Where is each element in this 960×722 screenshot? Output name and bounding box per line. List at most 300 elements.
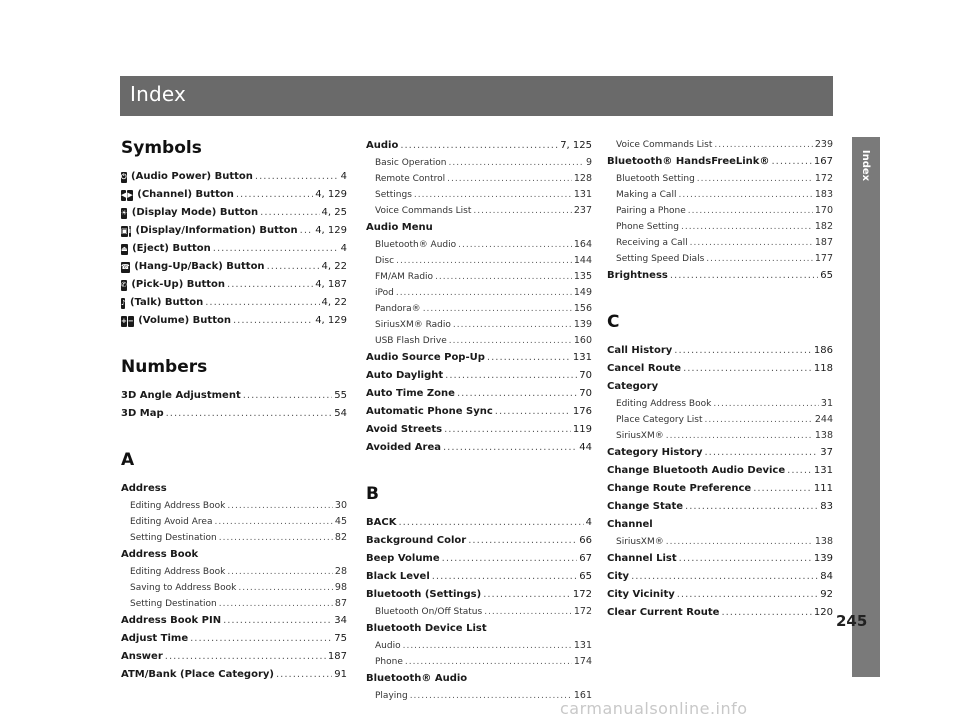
leader-dots bbox=[260, 204, 319, 222]
a-entries-list bbox=[121, 480, 347, 684]
entry-label: Phone bbox=[375, 657, 403, 667]
index-entry[interactable] bbox=[607, 251, 833, 267]
index-heading: Address bbox=[121, 483, 167, 494]
entry-label: Answer bbox=[121, 651, 163, 662]
page-number: 245 bbox=[836, 612, 868, 630]
index-entry[interactable] bbox=[366, 514, 592, 532]
leader-dots bbox=[219, 531, 333, 546]
entry-page-ref[interactable]: 92 bbox=[820, 589, 833, 600]
b-entries-continued-list bbox=[607, 137, 833, 285]
leader-dots bbox=[688, 204, 813, 219]
entry-label: (Display/Information) Button bbox=[135, 225, 298, 236]
entry-label: Avoided Area bbox=[366, 442, 441, 453]
entry-label: iPod bbox=[375, 288, 394, 298]
entry-label: SiriusXM® Radio bbox=[375, 320, 451, 330]
entry-label: Black Level bbox=[366, 571, 430, 582]
entry-page-ref[interactable]: 84 bbox=[820, 571, 833, 582]
index-entry[interactable] bbox=[121, 222, 347, 240]
entry-page-ref[interactable]: 156 bbox=[573, 303, 592, 314]
entry-label: Brightness bbox=[607, 270, 668, 281]
entry-page-ref[interactable]: 83 bbox=[820, 501, 833, 512]
entry-page-ref[interactable]: 131 bbox=[572, 352, 592, 363]
entry-page-ref[interactable]: 118 bbox=[813, 363, 833, 374]
leader-dots bbox=[484, 605, 572, 620]
volume-up-icon: + bbox=[121, 317, 127, 325]
c-entries-list bbox=[607, 342, 833, 622]
leader-dots bbox=[714, 138, 813, 153]
entry-label: Setting Destination bbox=[130, 599, 217, 609]
entry-label: Saving to Address Book bbox=[130, 583, 237, 593]
leader-dots bbox=[238, 581, 333, 596]
entry-page-ref[interactable]: 9 bbox=[585, 157, 592, 168]
a-entries-continued-list bbox=[366, 137, 592, 457]
index-entry[interactable] bbox=[121, 648, 347, 666]
index-entry[interactable] bbox=[366, 349, 592, 367]
entry-label: Phone Setting bbox=[616, 222, 679, 232]
index-entry[interactable] bbox=[366, 654, 592, 670]
leader-dots bbox=[227, 499, 333, 514]
leader-dots bbox=[227, 565, 333, 580]
index-entry[interactable] bbox=[607, 137, 833, 153]
index-entry[interactable] bbox=[121, 168, 347, 186]
leader-dots bbox=[410, 689, 572, 704]
index-entry[interactable] bbox=[121, 405, 347, 423]
entry-page-ref[interactable]: 28 bbox=[334, 566, 347, 577]
entry-label: Adjust Time bbox=[121, 633, 189, 644]
entry-page-ref[interactable]: 44 bbox=[579, 442, 592, 453]
entry-label: Disc bbox=[375, 256, 395, 266]
entry-label: Voice Commands List bbox=[375, 206, 472, 216]
eject-icon: ⏏ bbox=[121, 245, 128, 253]
entry-page-ref[interactable]: 164 bbox=[573, 239, 592, 250]
entry-page-ref[interactable]: 4, 129 bbox=[315, 315, 347, 326]
index-entry[interactable] bbox=[607, 187, 833, 203]
entry-label: Clear Current Route bbox=[607, 607, 720, 618]
leader-dots bbox=[677, 586, 819, 604]
index-heading: Audio Menu bbox=[366, 222, 433, 233]
entry-page-ref[interactable]: 4, 187 bbox=[315, 279, 347, 290]
entry-page-ref[interactable]: 4, 25 bbox=[321, 207, 347, 218]
leader-dots bbox=[447, 172, 572, 187]
section-heading-a: A bbox=[121, 450, 135, 470]
index-entry[interactable] bbox=[607, 498, 833, 516]
index-column-1 bbox=[121, 137, 347, 684]
leader-dots bbox=[219, 597, 333, 612]
entry-label: Playing bbox=[375, 691, 408, 701]
index-column-3 bbox=[607, 137, 833, 622]
info-icon: i bbox=[128, 227, 132, 235]
entry-page-ref[interactable]: 135 bbox=[573, 271, 592, 282]
entry-label: Background Color bbox=[366, 535, 467, 546]
entry-label: Change State bbox=[607, 501, 684, 512]
entry-page-ref[interactable]: 176 bbox=[572, 406, 592, 417]
entry-page-ref[interactable]: 138 bbox=[814, 430, 833, 441]
entry-label: Avoid Streets bbox=[366, 424, 443, 435]
leader-dots bbox=[227, 276, 313, 294]
entry-page-ref[interactable]: 4 bbox=[340, 243, 347, 254]
index-entry[interactable] bbox=[366, 604, 592, 620]
entry-page-ref[interactable]: 237 bbox=[573, 205, 592, 216]
index-entry[interactable] bbox=[607, 586, 833, 604]
entry-page-ref[interactable]: 172 bbox=[814, 173, 833, 184]
leader-dots bbox=[396, 254, 572, 269]
entry-page-ref[interactable]: 161 bbox=[573, 690, 592, 701]
entry-page-ref[interactable]: 4 bbox=[340, 171, 347, 182]
entry-label: Remote Control bbox=[375, 174, 446, 184]
entry-label: (Talk) Button bbox=[129, 297, 204, 308]
index-entry[interactable] bbox=[366, 403, 592, 421]
entry-page-ref[interactable]: 82 bbox=[334, 532, 347, 543]
index-entry[interactable] bbox=[607, 480, 833, 498]
index-entry[interactable] bbox=[366, 421, 592, 439]
entry-label: Editing Avoid Area bbox=[130, 517, 213, 527]
index-entry[interactable] bbox=[121, 564, 347, 580]
leader-dots bbox=[166, 405, 333, 423]
leader-dots bbox=[205, 294, 319, 312]
entry-page-ref[interactable]: 172 bbox=[572, 589, 592, 600]
leader-dots bbox=[483, 586, 571, 604]
leader-dots bbox=[443, 439, 577, 457]
index-column-2 bbox=[366, 137, 592, 704]
entry-page-ref[interactable]: 37 bbox=[820, 447, 833, 458]
leader-dots bbox=[453, 318, 572, 333]
entry-page-ref[interactable]: 139 bbox=[573, 319, 592, 330]
index-heading: Channel bbox=[607, 519, 653, 530]
index-entry[interactable] bbox=[607, 235, 833, 251]
entry-label: Editing Address Book bbox=[616, 399, 712, 409]
entry-label: Receiving a Call bbox=[616, 238, 688, 248]
leader-dots bbox=[679, 550, 812, 568]
entry-label: Auto Daylight bbox=[366, 370, 444, 381]
entry-page-ref[interactable]: 239 bbox=[814, 139, 833, 150]
entry-page-ref[interactable]: 31 bbox=[820, 398, 833, 409]
entry-page-ref[interactable]: 149 bbox=[573, 287, 592, 298]
entry-label: Audio bbox=[375, 641, 401, 651]
index-entry[interactable] bbox=[121, 312, 347, 330]
leader-dots bbox=[190, 630, 332, 648]
index-entry[interactable] bbox=[366, 285, 592, 301]
index-heading: Bluetooth Device List bbox=[366, 623, 487, 634]
index-entry[interactable] bbox=[607, 462, 833, 480]
index-entry[interactable] bbox=[607, 568, 833, 586]
index-entry[interactable] bbox=[366, 237, 592, 253]
entry-page-ref[interactable]: 138 bbox=[814, 536, 833, 547]
entry-label: (Display Mode) Button bbox=[131, 207, 259, 218]
entry-page-ref[interactable]: 4 bbox=[585, 517, 592, 528]
entry-page-ref[interactable]: 244 bbox=[814, 414, 833, 425]
leader-dots bbox=[300, 222, 314, 240]
page-title: Index bbox=[130, 82, 187, 106]
leader-dots bbox=[255, 168, 339, 186]
numbers-list bbox=[121, 387, 347, 423]
volume-down-icon: − bbox=[127, 317, 134, 325]
index-entry[interactable] bbox=[366, 550, 592, 568]
index-entry[interactable] bbox=[366, 385, 592, 403]
leader-dots bbox=[713, 397, 819, 412]
pick-up-icon: ✆ bbox=[121, 281, 127, 289]
entry-label: Pairing a Phone bbox=[616, 206, 686, 216]
leader-dots bbox=[448, 156, 583, 171]
section-heading-c: C bbox=[607, 312, 620, 332]
index-entry[interactable] bbox=[607, 550, 833, 568]
entry-page-ref[interactable]: 111 bbox=[813, 483, 833, 494]
leader-dots bbox=[243, 387, 333, 405]
index-entry[interactable] bbox=[366, 586, 592, 604]
index-entry[interactable] bbox=[121, 580, 347, 596]
entry-page-ref[interactable]: 75 bbox=[334, 633, 347, 644]
hang-up-icon: ☎ bbox=[121, 263, 130, 271]
section-heading-symbols: Symbols bbox=[121, 138, 202, 158]
index-entry[interactable] bbox=[366, 568, 592, 586]
entry-page-ref[interactable]: 170 bbox=[814, 205, 833, 216]
leader-dots bbox=[706, 252, 813, 267]
index-entry[interactable] bbox=[121, 596, 347, 612]
entry-page-ref[interactable]: 98 bbox=[334, 582, 347, 593]
entry-page-ref[interactable]: 70 bbox=[579, 388, 592, 399]
channel-down-icon: ◀ bbox=[121, 191, 127, 199]
entry-page-ref[interactable]: 131 bbox=[573, 189, 592, 200]
leader-dots bbox=[495, 403, 571, 421]
leader-dots bbox=[666, 429, 813, 444]
entry-page-ref[interactable]: 177 bbox=[814, 253, 833, 264]
channel-up-icon: ▶ bbox=[127, 191, 133, 199]
entry-label: Voice Commands List bbox=[616, 140, 713, 150]
power-icon: ⏻ bbox=[121, 173, 127, 181]
index-entry[interactable] bbox=[607, 203, 833, 219]
entry-label: City bbox=[607, 571, 630, 582]
leader-dots bbox=[458, 238, 572, 253]
index-entry[interactable] bbox=[121, 514, 347, 530]
entry-page-ref[interactable]: 70 bbox=[579, 370, 592, 381]
entry-page-ref[interactable]: 87 bbox=[334, 598, 347, 609]
index-entry[interactable] bbox=[121, 258, 347, 276]
leader-dots bbox=[276, 666, 332, 684]
entry-label: ATM/Bank (Place Category) bbox=[121, 669, 274, 680]
entry-label: Pandora® bbox=[375, 304, 421, 314]
entry-label: (Audio Power) Button bbox=[131, 171, 253, 182]
index-entry[interactable] bbox=[607, 534, 833, 550]
entry-page-ref[interactable]: 144 bbox=[573, 255, 592, 266]
index-entry[interactable] bbox=[121, 666, 347, 684]
entry-label: Editing Address Book bbox=[130, 567, 226, 577]
index-entry[interactable] bbox=[607, 342, 833, 360]
entry-page-ref[interactable]: 65 bbox=[820, 270, 833, 281]
leader-dots bbox=[449, 334, 572, 349]
leader-dots bbox=[423, 302, 572, 317]
index-entry[interactable] bbox=[607, 171, 833, 187]
leader-dots bbox=[403, 639, 572, 654]
entry-label: 3D Angle Adjustment bbox=[121, 390, 241, 401]
index-entry[interactable] bbox=[366, 301, 592, 317]
leader-dots bbox=[414, 188, 572, 203]
entry-page-ref[interactable]: 174 bbox=[573, 656, 592, 667]
leader-dots bbox=[674, 342, 812, 360]
watermark: carmanualsonline.info bbox=[560, 699, 748, 718]
index-entry[interactable] bbox=[366, 137, 592, 155]
leader-dots bbox=[457, 385, 577, 403]
index-entry[interactable] bbox=[121, 204, 347, 222]
index-header-bar bbox=[120, 76, 833, 116]
entry-page-ref[interactable]: 34 bbox=[334, 615, 347, 626]
entry-page-ref[interactable]: 131 bbox=[813, 465, 833, 476]
index-heading: Bluetooth® Audio bbox=[366, 673, 468, 684]
index-entry[interactable] bbox=[607, 412, 833, 428]
index-entry[interactable] bbox=[121, 387, 347, 405]
index-entry[interactable] bbox=[607, 267, 833, 285]
entry-page-ref[interactable]: 66 bbox=[579, 535, 592, 546]
entry-label: Basic Operation bbox=[375, 158, 447, 168]
entry-label: 3D Map bbox=[121, 408, 164, 419]
entry-page-ref[interactable]: 65 bbox=[579, 571, 592, 582]
entry-page-ref[interactable]: 139 bbox=[813, 553, 833, 564]
leader-dots bbox=[398, 514, 583, 532]
entry-page-ref[interactable]: 119 bbox=[572, 424, 592, 435]
leader-dots bbox=[236, 186, 313, 204]
entry-page-ref[interactable]: 187 bbox=[327, 651, 347, 662]
entry-page-ref[interactable]: 7, 125 bbox=[560, 140, 592, 151]
entry-label: Bluetooth (Settings) bbox=[366, 589, 482, 600]
index-entry[interactable] bbox=[366, 367, 592, 385]
index-entry[interactable] bbox=[366, 439, 592, 457]
entry-label: Audio bbox=[366, 140, 399, 151]
entry-page-ref[interactable]: 128 bbox=[573, 173, 592, 184]
index-entry[interactable] bbox=[607, 604, 833, 622]
index-entry[interactable] bbox=[121, 276, 347, 294]
index-entry[interactable] bbox=[366, 187, 592, 203]
leader-dots bbox=[666, 535, 813, 550]
index-entry[interactable] bbox=[366, 532, 592, 550]
leader-dots bbox=[432, 568, 578, 586]
leader-dots bbox=[771, 153, 811, 171]
leader-dots bbox=[435, 270, 572, 285]
index-entry[interactable] bbox=[607, 428, 833, 444]
index-entry[interactable] bbox=[366, 688, 592, 704]
side-tab-label: Index bbox=[860, 149, 872, 181]
index-entry[interactable] bbox=[121, 498, 347, 514]
entry-page-ref[interactable]: 172 bbox=[573, 606, 592, 617]
leader-dots bbox=[233, 312, 313, 330]
entry-label: Editing Address Book bbox=[130, 501, 226, 511]
entry-label: (Channel) Button bbox=[137, 189, 234, 200]
entry-label: Bluetooth Setting bbox=[616, 174, 695, 184]
entry-label: SiriusXM® bbox=[616, 431, 664, 441]
index-entry[interactable] bbox=[607, 396, 833, 412]
entry-page-ref[interactable]: 187 bbox=[814, 237, 833, 248]
entry-label: BACK bbox=[366, 517, 397, 528]
index-entry[interactable] bbox=[607, 360, 833, 378]
display-mode-icon: ☀ bbox=[121, 209, 128, 217]
index-heading: Address Book bbox=[121, 549, 199, 560]
index-entry[interactable] bbox=[366, 171, 592, 187]
entry-label: Setting Speed Dials bbox=[616, 254, 705, 264]
entry-page-ref[interactable]: 186 bbox=[813, 345, 833, 356]
entry-label: Settings bbox=[375, 190, 412, 200]
entry-label: Audio Source Pop-Up bbox=[366, 352, 485, 363]
index-side-tab[interactable] bbox=[852, 137, 880, 677]
index-entry[interactable] bbox=[121, 630, 347, 648]
entry-page-ref[interactable]: 4, 22 bbox=[321, 261, 347, 272]
entry-label: Bluetooth® Audio bbox=[375, 240, 457, 250]
index-entry[interactable] bbox=[121, 294, 347, 312]
index-entry[interactable] bbox=[366, 317, 592, 333]
index-entry[interactable] bbox=[607, 153, 833, 171]
entry-page-ref[interactable]: 167 bbox=[813, 156, 833, 167]
entry-label: Call History bbox=[607, 345, 673, 356]
leader-dots bbox=[683, 360, 812, 378]
leader-dots bbox=[753, 480, 812, 498]
entry-page-ref[interactable]: 4, 129 bbox=[315, 189, 347, 200]
leader-dots bbox=[631, 568, 818, 586]
entry-label: Change Route Preference bbox=[607, 483, 752, 494]
leader-dots bbox=[705, 413, 813, 428]
leader-dots bbox=[267, 258, 320, 276]
entry-label: Address Book PIN bbox=[121, 615, 222, 626]
entry-label: USB Flash Drive bbox=[375, 336, 447, 346]
entry-page-ref[interactable]: 183 bbox=[814, 189, 833, 200]
entry-label: Beep Volume bbox=[366, 553, 440, 564]
index-entry[interactable] bbox=[607, 219, 833, 235]
index-entry[interactable] bbox=[366, 253, 592, 269]
index-entry[interactable] bbox=[366, 638, 592, 654]
index-entry[interactable] bbox=[366, 333, 592, 349]
leader-dots bbox=[444, 421, 571, 439]
index-entry[interactable] bbox=[607, 444, 833, 462]
leader-dots bbox=[697, 172, 813, 187]
index-entry[interactable] bbox=[121, 612, 347, 630]
index-entry[interactable] bbox=[366, 203, 592, 219]
symbols-list bbox=[121, 168, 347, 330]
entry-page-ref[interactable]: 160 bbox=[573, 335, 592, 346]
leader-dots bbox=[405, 655, 572, 670]
entry-label: Change Bluetooth Audio Device bbox=[607, 465, 786, 476]
leader-dots bbox=[468, 532, 577, 550]
leader-dots bbox=[678, 188, 812, 203]
leader-dots bbox=[787, 462, 812, 480]
entry-page-ref[interactable]: 131 bbox=[573, 640, 592, 651]
entry-page-ref[interactable]: 4, 22 bbox=[321, 297, 347, 308]
index-entry[interactable] bbox=[121, 240, 347, 258]
entry-page-ref[interactable]: 182 bbox=[814, 221, 833, 232]
leader-dots bbox=[213, 240, 339, 258]
index-entry[interactable] bbox=[366, 269, 592, 285]
entry-page-ref[interactable]: 30 bbox=[334, 500, 347, 511]
entry-label: (Eject) Button bbox=[132, 243, 211, 254]
index-entry[interactable] bbox=[121, 186, 347, 204]
display-icon: ▣ bbox=[121, 227, 128, 235]
entry-page-ref[interactable]: 55 bbox=[334, 390, 347, 401]
leader-dots bbox=[445, 367, 577, 385]
entry-page-ref[interactable]: 120 bbox=[813, 607, 833, 618]
index-entry[interactable] bbox=[121, 530, 347, 546]
entry-label: Category History bbox=[607, 447, 703, 458]
entry-label: (Hang-Up/Back) Button bbox=[134, 261, 265, 272]
leader-dots bbox=[721, 604, 811, 622]
leader-dots bbox=[442, 550, 578, 568]
entry-page-ref[interactable]: 4, 129 bbox=[315, 225, 347, 236]
talk-icon: ♪ bbox=[121, 299, 126, 307]
index-entry[interactable] bbox=[366, 155, 592, 171]
entry-label: Automatic Phone Sync bbox=[366, 406, 493, 417]
entry-label: (Volume) Button bbox=[138, 315, 231, 326]
leader-dots bbox=[704, 444, 818, 462]
entry-page-ref[interactable]: 45 bbox=[334, 516, 347, 527]
entry-page-ref[interactable]: 91 bbox=[334, 669, 347, 680]
entry-page-ref[interactable]: 54 bbox=[334, 408, 347, 419]
leader-dots bbox=[690, 236, 813, 251]
entry-page-ref[interactable]: 67 bbox=[579, 553, 592, 564]
leader-dots bbox=[214, 515, 332, 530]
entry-label: City Vicinity bbox=[607, 589, 675, 600]
